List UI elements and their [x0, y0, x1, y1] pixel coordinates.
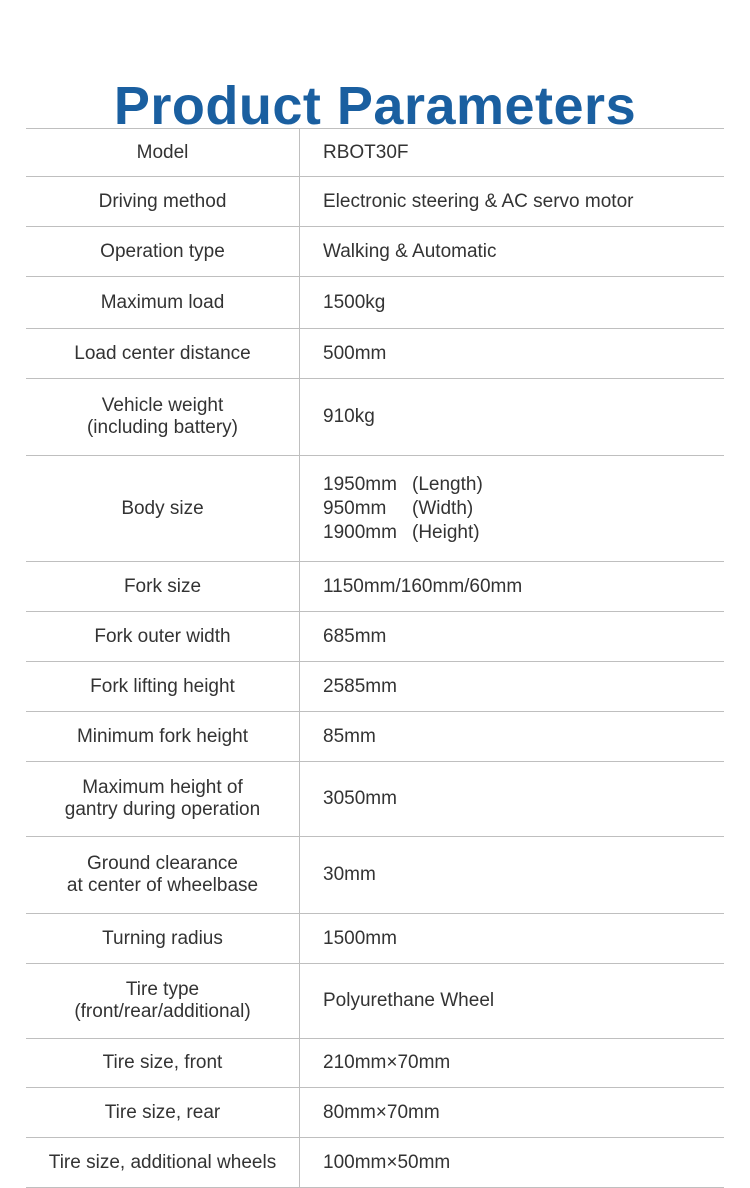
parameter-value: 1500mm — [323, 927, 397, 949]
parameters-table — [26, 128, 724, 1188]
parameter-value: 80mm×70mm — [323, 1101, 440, 1123]
parameter-value: 85mm — [323, 725, 376, 747]
table-row — [26, 964, 724, 1039]
body-size-width — [323, 497, 724, 521]
page-title: Product Parameters — [113, 76, 637, 137]
parameter-value: 100mm×50mm — [323, 1151, 451, 1173]
table-row — [26, 712, 724, 762]
parameter-value: Electronic steering & AC servo motor — [323, 190, 634, 212]
parameter-value: 1500kg — [323, 291, 386, 313]
parameter-label: Tire size, front — [26, 1039, 300, 1087]
table-row — [26, 456, 724, 562]
parameter-value: 500mm — [323, 342, 387, 364]
parameter-value: 2585mm — [323, 675, 397, 697]
height-label: (Height) — [412, 521, 480, 543]
table-row — [26, 329, 724, 379]
parameter-value: RBOT30F — [323, 141, 409, 163]
length-value: 1950mm — [323, 473, 397, 495]
parameter-value: 210mm×70mm — [323, 1052, 451, 1073]
table-row — [26, 1138, 724, 1188]
parameter-label: Load center distance — [26, 329, 300, 378]
table-row — [26, 662, 724, 712]
body-size-length — [323, 473, 724, 497]
parameter-value: 3050mm — [323, 788, 397, 809]
parameter-label: Tire type (front/rear/additional) — [26, 964, 300, 1038]
table-row — [26, 837, 724, 914]
parameter-label: Turning radius — [26, 914, 300, 963]
table-row — [26, 1039, 724, 1088]
body-size-height — [323, 521, 724, 545]
parameter-value: 685mm — [323, 625, 387, 647]
parameter-label: Fork size — [26, 562, 300, 611]
table-row — [26, 762, 724, 837]
table-row — [26, 562, 724, 612]
parameter-label: Vehicle weight (including battery) — [26, 379, 300, 455]
width-label: (Width) — [412, 497, 474, 519]
parameter-label: Tire size, additional wheels — [26, 1138, 300, 1187]
parameter-value: 1150mm/160mm/60mm — [323, 575, 523, 597]
parameter-label: Ground clearance at center of wheelbase — [26, 837, 300, 913]
table-row — [26, 914, 724, 964]
parameter-value: 30mm — [323, 864, 376, 885]
parameter-value: Polyurethane Wheel — [323, 990, 495, 1011]
parameter-label: Fork outer width — [26, 612, 300, 661]
parameter-label: Maximum height of gantry during operation — [26, 762, 300, 836]
table-row — [26, 129, 724, 177]
parameter-label: Maximum load — [26, 277, 300, 328]
parameter-label: Fork lifting height — [26, 662, 300, 711]
parameter-value: 910kg — [323, 406, 375, 427]
parameter-label: Body size — [26, 456, 300, 561]
width-value: 950mm — [323, 497, 387, 519]
table-row — [26, 227, 724, 277]
table-row — [26, 1088, 724, 1138]
table-row — [26, 277, 724, 329]
table-row — [26, 177, 724, 227]
length-label: (Length) — [412, 473, 483, 495]
height-value: 1900mm — [323, 521, 397, 543]
parameter-label: Model — [26, 129, 300, 176]
parameter-value: Walking & Automatic — [323, 240, 497, 262]
parameter-label: Driving method — [26, 177, 300, 226]
table-row — [26, 379, 724, 456]
body-size-values — [300, 456, 724, 561]
parameter-label: Minimum fork height — [26, 712, 300, 761]
parameter-label: Tire size, rear — [26, 1088, 300, 1137]
table-row — [26, 612, 724, 662]
parameter-label: Operation type — [26, 227, 300, 276]
